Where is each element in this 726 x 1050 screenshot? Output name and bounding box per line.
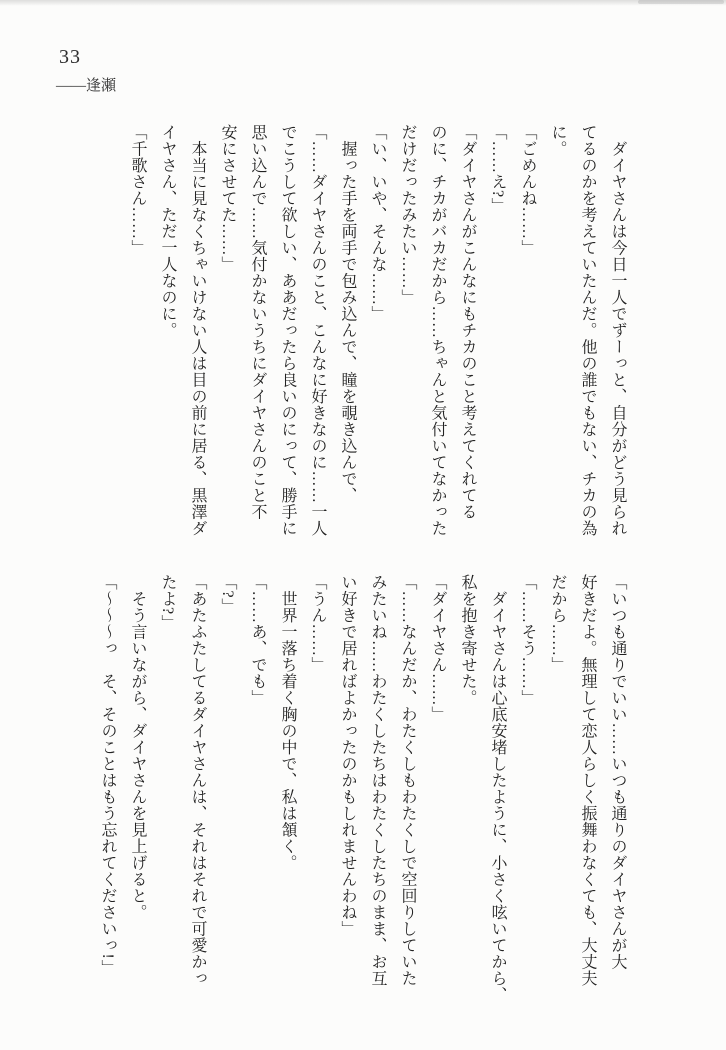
text-column: 「ダイヤさん……」 <box>429 574 446 723</box>
text-column: だけだったみたい……」 <box>399 124 416 306</box>
text-column: 「……ダイヤさんのこと、こんなに好きなのに……一人 <box>309 124 326 537</box>
text-column: に。 <box>549 124 566 157</box>
text-column: 「〜〜〜っ そ、そのことはもう忘れてくださいっ!」 <box>99 574 116 976</box>
running-header-title: ——逢瀬 <box>56 78 117 94</box>
text-column: そう言いながら、ダイヤさんを見上げると。 <box>129 574 146 921</box>
text-column: 「ダイヤさんがこんなにもチカのこと考えてくれてる <box>459 124 476 520</box>
text-column: 思い込んで……気付かないうちにダイヤさんのこと不 <box>249 124 266 520</box>
text-column: たよ?」 <box>159 574 176 632</box>
scan-artifact <box>638 0 724 4</box>
text-column: 握った手を両手で包み込んで、瞳を覗き込んで、 <box>339 124 356 504</box>
text-column: 「……あ、でも」 <box>249 574 266 706</box>
page-number: 33 <box>59 46 81 68</box>
text-column: 本当に見なくちゃいけない人は目の前に居る、黒澤ダ <box>189 124 206 537</box>
text-column: ダイヤさんは今日一人でずーっと、自分がどう見られ <box>609 124 626 537</box>
text-column: だから……」 <box>549 574 566 673</box>
text-column: い好きで居ればよかったのかもしれませんわね」 <box>339 574 356 937</box>
text-column: 私を抱き寄せた。 <box>459 574 476 706</box>
text-column: てるのかを考えていたんだ。他の誰でもない、チカの為 <box>579 124 596 537</box>
lower-text-block <box>92 574 632 1012</box>
text-column: でこうして欲しい、ああだったら良いのにって、勝手に <box>279 124 296 537</box>
text-column: 好きだよ。無理して恋人らしく振舞わなくても、大丈夫 <box>579 574 596 987</box>
text-column: 安にさせてた……」 <box>219 124 236 273</box>
scan-edge-shadow <box>0 0 726 6</box>
text-column: のに、チカがバカだから……ちゃんと気付いてなかった <box>429 124 446 537</box>
text-column: 「い、いや、そんな……」 <box>369 124 386 322</box>
text-column: 「千歌さん……」 <box>129 124 146 256</box>
text-column: ダイヤさんは心底安堵したように、小さく呟いてから、 <box>489 574 506 1003</box>
text-column: 「あたふたしてるダイヤさんは、それはそれで可愛かっ <box>189 574 206 987</box>
text-column: 「……え?」 <box>489 124 506 215</box>
text-column: みたいね……わたくしたちはわたくしたちのまま、お互 <box>369 574 386 987</box>
text-column: 「うん……」 <box>309 574 326 673</box>
text-column: 「ごめんね……」 <box>519 124 536 256</box>
text-column: 「?」 <box>219 574 236 615</box>
text-column: 「……そう……」 <box>519 574 536 706</box>
upper-text-block <box>122 124 632 550</box>
text-column: 世界一落ち着く胸の中で、私は頷く。 <box>279 574 296 871</box>
text-column: 「いつも通りでいい……いつも通りのダイヤさんが大 <box>609 574 626 970</box>
text-column: イヤさん、ただ一人なのに。 <box>159 124 176 339</box>
text-column: 「……なんだか、わたくしもわたくしで空回りしていた <box>399 574 416 987</box>
